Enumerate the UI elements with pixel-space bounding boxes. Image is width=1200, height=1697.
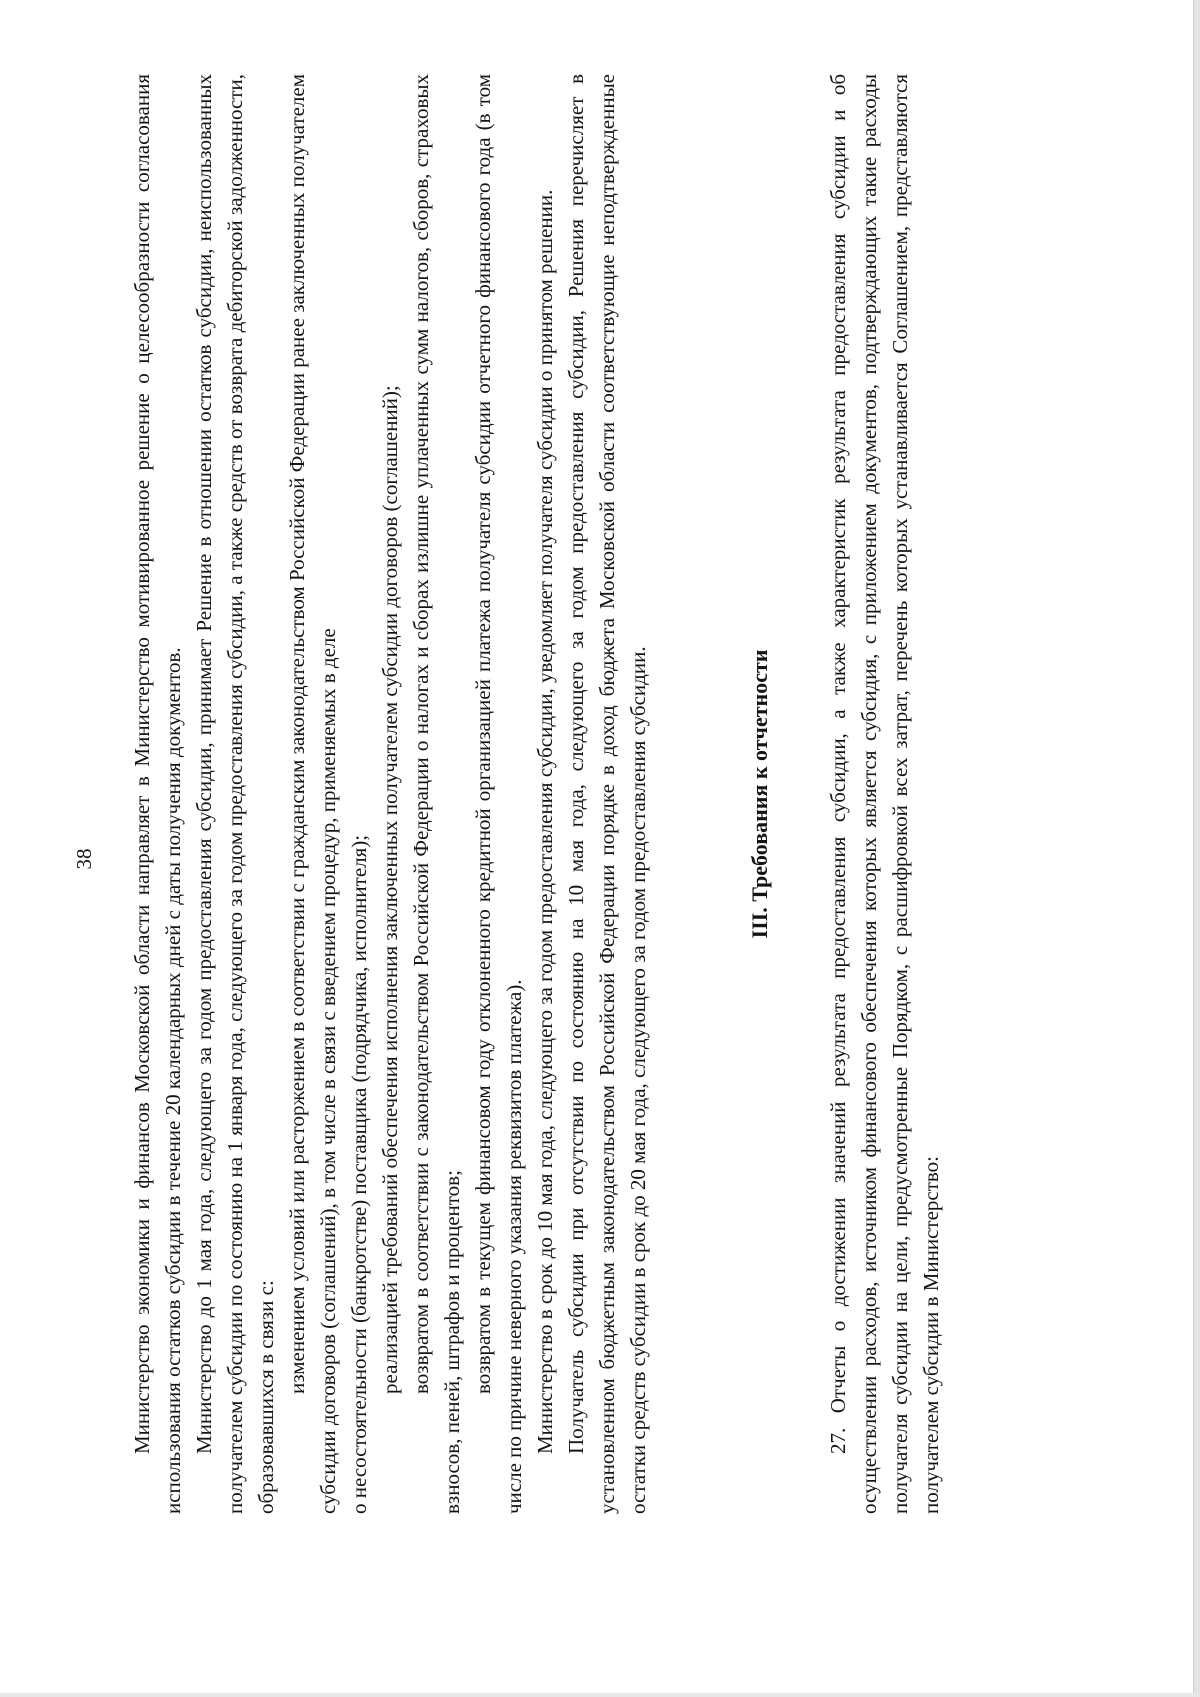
paragraph-ministry-economics: Министерство экономики и финансов Московской области направляет в Министерство мотивированное решение о целесообразности согласования использования остатков субсидии в течение 20 календарных дней с даты получения документов. <box>130 74 185 1514</box>
paragraph-27-reports: 27. Отчеты о достижении значений результата предоставления субсидии, а также характеристик результата предоставления субсидии и об осуществлении расходов, источником финансового обеспечения которых является субсидия, с приложением документов, подтверждающих такие расходы получателя субсидии на цели, предусмотренные Порядком, с расшифровкой всех затрат, перечень которых устанавливается Соглашением, представляются получателем субсидии в Министерство: <box>826 74 943 1514</box>
paragraph-contract-change: изменением условий или расторжением в соответствии с гражданским законодательством Российской Федерации ранее заключенных получателем субсидии договоров (соглашений), в том числе в связи с введением процедур, применяемых в деле <box>285 74 340 1514</box>
paragraph-guarantee-claims: реализацией требований обеспечения исполнения заключенных получателем субсидии договоров (соглашений); <box>378 385 402 1394</box>
page-number: 38 <box>72 848 96 870</box>
document-body <box>127 74 947 1514</box>
paragraph-notification: Министерство в срок до 10 мая года, следующего за годом предоставления субсидии, уведомляет получателя субсидии о принятом решении. <box>533 189 557 1454</box>
paragraph-return-funds: Получатель субсидии при отсутствии по состоянию на 10 мая года, следующего за годом предоставления субсидии, Решения перечисляет в установленном бюджетным законодательством Российской Федерации порядке в доход бюджета Московской области соответствующие неподтвержденные остатки средств субсидии в срок до 20 мая года, следующего за годом предоставления субсидии. <box>564 74 650 1514</box>
paragraph-insolvency: о несостоятельности (банкротстве) поставщика (подрядчика, исполнителя); <box>347 834 371 1514</box>
scan-edge-right <box>1193 0 1200 1697</box>
paragraph-rejected-payment: возвратом в текущем финансовом году отклоненного кредитной организацией платежа получателя субсидии отчетного финансового года (в том числе по причине неверного указания реквизитов платежа). <box>471 74 526 1514</box>
scan-edge-bottom <box>0 1693 1200 1697</box>
rotated-sheet <box>25 34 1165 1684</box>
paragraph-ministry-decision: Министерство до 1 мая года, следующего за годом предоставления субсидии, принимает Решение в отношении остатков субсидии, неиспользованных получателем субсидии по состоянию на 1 января года, следующего за годом предоставления субсидии, а также средств от возврата дебиторской задолженности, образовавшихся в связи с: <box>192 74 278 1514</box>
document-sheet <box>25 34 1165 1684</box>
section-title: III. Требования к отчетности <box>747 649 772 939</box>
paragraph-tax-refund: возвратом в соответствии с законодательством Российской Федерации о налогах и сборах излишне уплаченных сумм налогов, сборов, страховых взносов, пеней, штрафов и процентов; <box>409 74 464 1514</box>
